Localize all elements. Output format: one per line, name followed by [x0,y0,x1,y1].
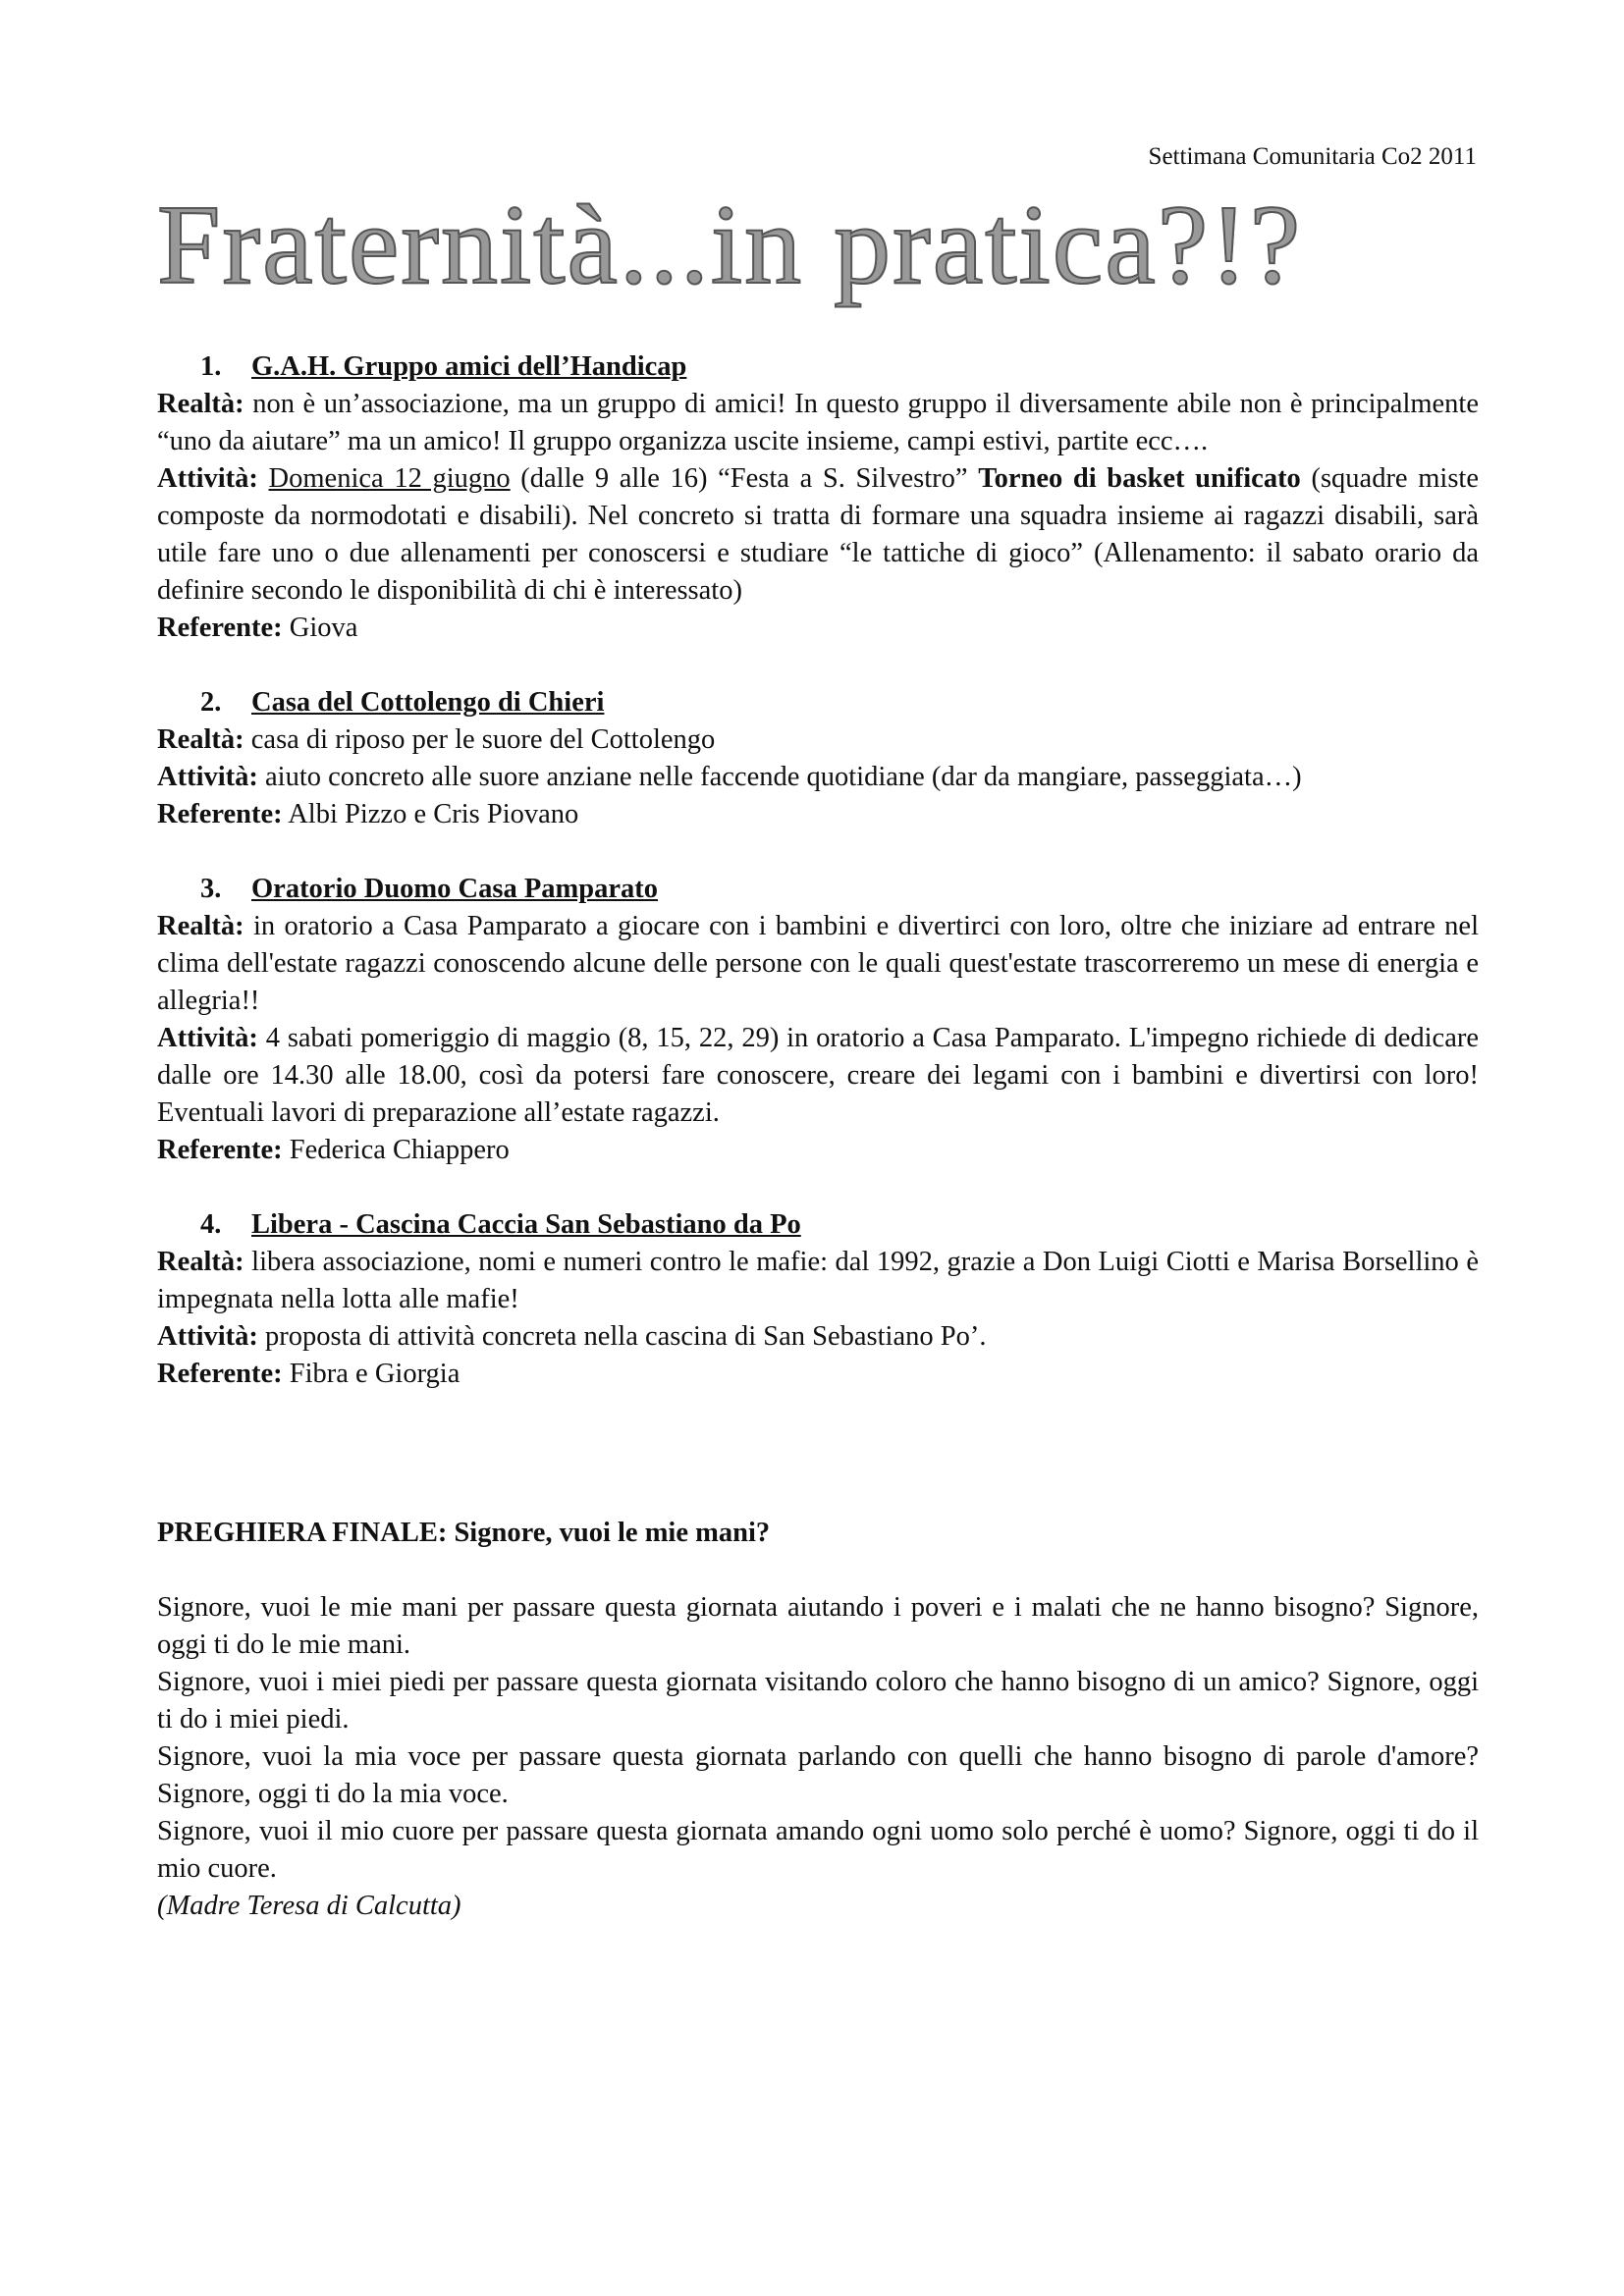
referente-paragraph [157,610,1479,647]
header-note: Settimana Comunitaria Co2 2011 [1148,143,1477,170]
item-number: 4. [200,1209,222,1240]
realta-paragraph [157,721,1479,759]
attivita-label: Attività: [157,762,258,792]
item-heading [200,348,1479,386]
realta-label: Realtà: [157,1247,244,1277]
attivita-label: Attività: [157,1321,258,1352]
attivita-paragraph [157,1020,1479,1132]
attivita-text: (squadre miste composte da normodotati e disabili). Nel concreto si tratta di formare una squadra insieme ai ragazzi disabili, sarà utile fare uno o due allenamenti per conoscersi e studiare “le tattiche di gioco” (Allenamento: il sabato orario da definire secondo le disponibilità di chi è interessato) [157,463,1479,606]
item-number: 3. [200,874,222,904]
item-number: 2. [200,687,222,718]
referente-label: Referente: [157,1135,283,1165]
realta-text: libera associazione, nomi e numeri contro le mafie: dal 1992, grazie a Don Luigi Ciotti e Marisa Borsellino è impegnata nella lotta alle mafie! [157,1247,1479,1314]
prayer-section [157,1515,1479,1925]
item-title: G.A.H. Gruppo amici dell’Handicap [251,351,687,382]
realta-text: casa di riposo per le suore del Cottolengo [250,724,716,755]
attivita-label: Attività: [157,1023,258,1053]
referente-paragraph [157,796,1479,833]
prayer-heading: PREGHIERA FINALE: Signore, vuoi le mie mani? [157,1518,771,1548]
prayer-line: Signore, vuoi le mie mani per passare questa giornata aiutando i poveri e i malati che ne hanno bisogno? Signore, oggi ti do le mie mani. [157,1592,1479,1660]
item-4 [157,1206,1479,1393]
attivita-paragraph [157,460,1479,610]
item-heading [200,871,1479,908]
realta-label: Realtà: [157,911,244,941]
realta-text: non è un’associazione, ma un gruppo di amici! In questo gruppo il diversamente abile non è principalmente “uno da aiutare” ma un amico! Il gruppo organizza uscite insieme, campi estivi, partite ecc…. [157,389,1480,456]
item-title: Oratorio Duomo Casa Pamparato [251,874,658,904]
referente-label: Referente: [157,613,283,643]
realta-paragraph [157,386,1479,460]
referente-label: Referente: [157,1359,283,1389]
attivita-text: 4 sabati pomeriggio di maggio (8, 15, 22, 29) in oratorio a Casa Pamparato. L'impegno richiede di dedicare dalle ore 14.30 alle 18.00, così da potersi fare conoscere, creare dei legami con i bambini e divertirsi con loro! Eventuali lavori di preparazione all’estate ragazzi. [157,1023,1479,1128]
document-body [157,348,1479,1925]
item-3 [157,871,1479,1169]
attivita-date: Domenica 12 giugno [268,463,511,494]
item-number: 1. [200,351,222,382]
attivita-highlight: Torneo di basket unificato [978,463,1301,494]
item-title: Casa del Cottolengo di Chieri [251,687,605,718]
page-title: Fraternità...in pratica?!? [157,188,1473,302]
realta-label: Realtà: [157,724,244,755]
referente-text: Federica Chiappero [289,1135,510,1165]
referente-text: Giova [289,613,358,643]
referente-text: Fibra e Giorgia [289,1359,460,1389]
attivita-mid: (dalle 9 alle 16) “Festa a S. Silvestro” [510,463,979,494]
referente-label: Referente: [157,799,283,829]
attivita-label: Attività: [157,463,258,494]
item-1 [157,348,1479,647]
attivita-text: proposta di attività concreta nella cascina di San Sebastiano Po’. [265,1321,987,1352]
attivita-paragraph [157,1318,1479,1356]
item-2 [157,684,1479,833]
realta-label: Realtà: [157,389,244,419]
prayer-author: (Madre Teresa di Calcutta) [157,1891,461,1921]
prayer-line: Signore, vuoi la mia voce per passare questa giornata parlando con quelli che hanno bisogno di parole d'amore? Signore, oggi ti do la mia voce. [157,1741,1479,1809]
attivita-text: aiuto concreto alle suore anziane nelle faccende quotidiane (dar da mangiare, passeggiata…) [265,762,1302,792]
prayer-line: Signore, vuoi i miei piedi per passare questa giornata visitando coloro che hanno bisogno di un amico? Signore, oggi ti do i miei piedi. [157,1667,1479,1735]
referente-text: Albi Pizzo e Cris Piovano [288,799,579,829]
realta-paragraph [157,908,1479,1020]
item-heading [200,684,1479,721]
prayer-line: Signore, vuoi il mio cuore per passare questa giornata amando ogni uomo solo perché è uomo? Signore, oggi ti do il mio cuore. [157,1816,1479,1884]
referente-paragraph [157,1356,1479,1393]
referente-paragraph [157,1132,1479,1169]
item-title: Libera - Cascina Caccia San Sebastiano da Po [251,1209,801,1240]
item-heading [200,1206,1479,1244]
realta-paragraph [157,1244,1479,1318]
realta-text: in oratorio a Casa Pamparato a giocare con i bambini e divertirci con loro, oltre che iniziare ad entrare nel clima dell'estate ragazzi conoscendo alcune delle persone con le quali quest'estate trascorreremo un mese di energia e allegria!! [157,911,1479,1016]
attivita-paragraph [157,759,1479,796]
